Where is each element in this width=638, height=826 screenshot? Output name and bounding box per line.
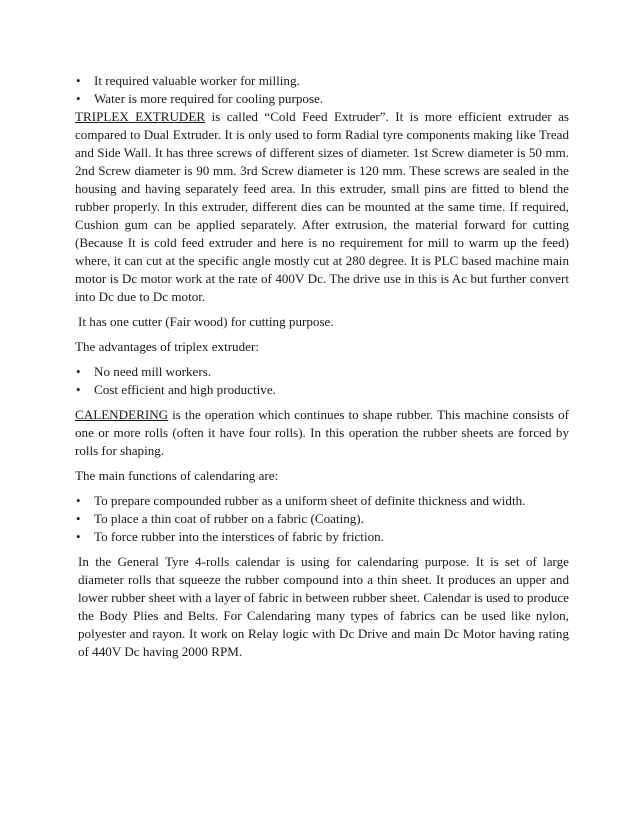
calendaring-functions-list [75,492,569,546]
list-item: • Cost efficient and high productive. [75,381,569,399]
list-item: • To prepare compounded rubber as a uniform sheet of definite thickness and width. [75,492,569,510]
list-item: • Water is more required for cooling purpose. [75,90,569,108]
advantages-list [75,363,569,399]
general-tyre-calendar-paragraph: In the General Tyre 4-rolls calendar is using for calendaring purpose. It is set of large diameter rolls that squeeze the rubber compound into a thin sheet. It produces an upper and lower rubber sheet with a layer of fabric in between rubber sheet. Calendar is used to produce the Body Plies and Belts. For Calendaring many types of fabrics can be used like nylon, polyester and rayon. It work on Relay logic with Dc Drive and main Dc Motor having rating of 440V Dc having 2000 RPM. [78,554,569,659]
cutter-paragraph: It has one cutter (Fair wood) for cutting purpose. [78,314,334,329]
document-page [75,72,569,668]
triplex-extruder-term: TRIPLEX EXTRUDER [75,109,206,124]
advantages-heading: The advantages of triplex extruder: [75,339,259,354]
calendering-term: CALENDERING [75,407,169,422]
calendering-text: is the operation which continues to shape rubber. This machine consists of one or more rolls (often it have four rolls). In this operation the rubber sheets are forced by rolls for shaping. [75,407,569,458]
list-item: • To force rubber into the interstices of fabric by friction. [75,528,569,546]
list-item: • It required valuable worker for milling. [75,72,569,90]
triplex-extruder-paragraph [75,108,569,306]
milling-drawbacks-list [75,72,569,108]
calendering-paragraph [75,406,569,460]
functions-heading: The main functions of calendaring are: [75,468,279,483]
list-item: • No need mill workers. [75,363,569,381]
list-item: • To place a thin coat of rubber on a fabric (Coating). [75,510,569,528]
triplex-extruder-text: is called “Cold Feed Extruder”. It is more efficient extruder as compared to Dual Extruder. It is only used to form Radial tyre components making like Tread and Side Wall. It has three screws of different sizes of diameter. 1st Screw diameter is 50 mm. 2nd Screw diameter is 90 mm. 3rd Screw diameter is 120 mm. These screws are sealed in the housing and having separately feed area. In this extruder, small pins are fitted to blend the rubber properly. In this extruder, different dies can be mounted at the same time. If required, Cushion gum can be applied separately. After extrusion, the material forward for cutting (Because It is cold feed extruder and here is no requirement for mill to warm up the feed) where, it can cut at the specific angle mostly cut at 280 degree. It is PLC based machine main motor is Dc motor work at the rate of 400V Dc. The drive use in this is Ac but further convert into Dc due to Dc motor. [75,109,569,304]
